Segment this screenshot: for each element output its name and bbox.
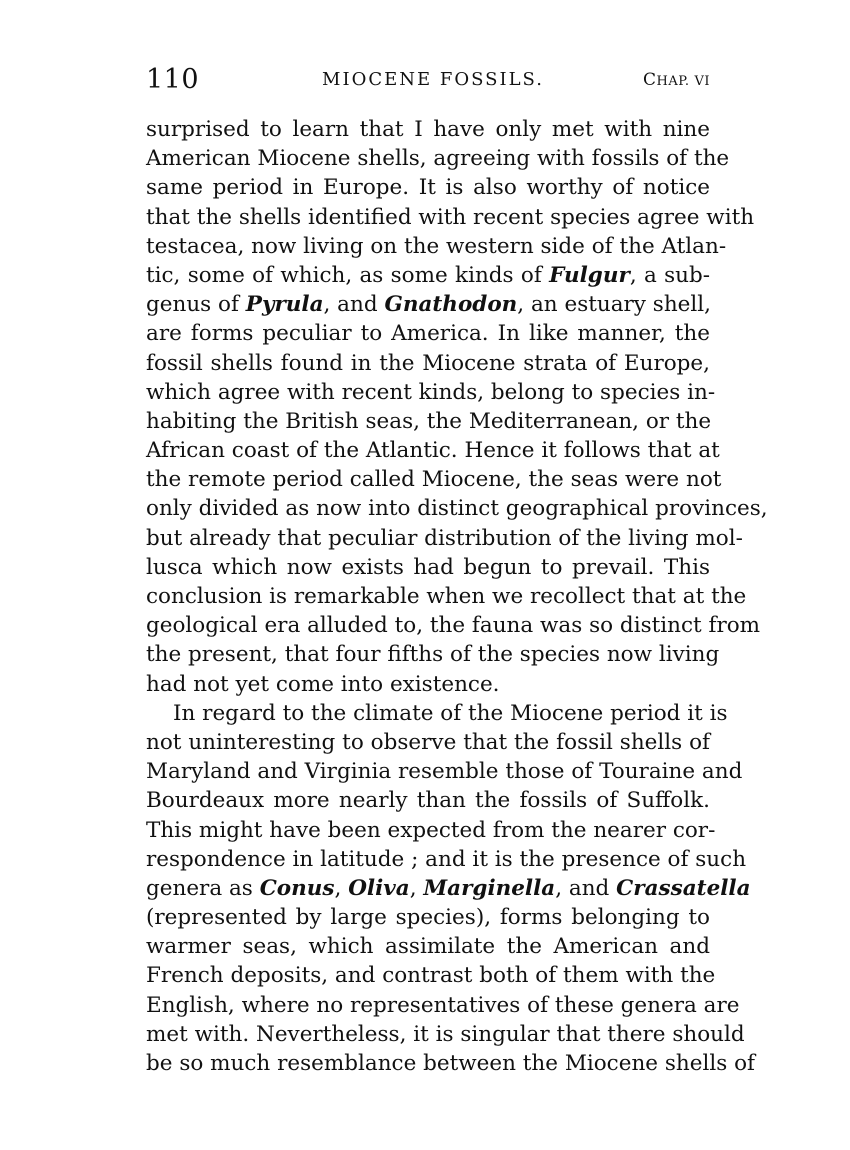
text-segment: which agree with recent kinds, belong to species in- [146,379,716,405]
italic-term: Marginella [423,875,556,901]
text-line [146,961,716,990]
text-segment: Bourdeaux more nearly than the fossils of Suffolk. [146,788,710,814]
text-line [146,407,710,436]
text-segment: genus of [146,292,246,318]
text-line [146,640,720,669]
text-segment: fossil shells found in the Miocene strata of Europe, [146,350,710,376]
text-line [146,1020,745,1049]
chapter-number: VI [694,74,710,89]
chapter-label [643,70,710,90]
text-segment: , [334,875,349,901]
text-line [146,553,710,582]
body-text [146,115,768,1078]
text-line [146,903,710,932]
text-segment: , [409,875,424,901]
text-line [146,1049,755,1078]
text-line [146,699,728,728]
text-line [146,465,722,494]
chapter-caps: HAP. [656,74,690,89]
text-line [146,816,716,845]
text-line [146,494,768,523]
text-segment: the remote period called Miocene, the seas were not [146,467,722,493]
italic-term: Fulgur [549,262,630,288]
text-segment: English, where no representatives of these genera are [146,992,740,1018]
text-segment: American Miocene shells, agreeing with fossils of the [146,146,730,172]
text-line [146,232,727,261]
text-segment: Maryland and Virginia resemble those of Touraine and [146,759,743,785]
text-line [146,203,755,232]
text-segment: met with. Nevertheless, it is singular that there should [146,1021,745,1047]
text-segment: French deposits, and contrast both of them with the [146,963,716,989]
text-segment: lusca which now exists had begun to prevail. This [146,554,710,580]
text-segment: the present, that four fifths of the species now living [146,642,720,668]
text-line [146,436,720,465]
text-line [146,845,747,874]
page-header [146,64,710,98]
text-line [146,991,740,1020]
text-line [146,728,710,757]
text-segment: that the shells identified with recent species agree with [146,204,755,230]
text-line [146,349,710,378]
text-line [146,524,743,553]
text-segment: , an estuary shell, [517,292,711,318]
text-line [146,582,747,611]
text-line [146,378,716,407]
text-segment: be so much resemblance between the Miocene shells of [146,1051,755,1076]
text-segment: In regard to the climate of the Miocene period it is [173,700,728,726]
text-segment: , and [323,292,385,318]
text-line [146,874,751,903]
text-segment: surprised to learn that I have only met with nine [146,117,710,142]
text-line [146,115,710,144]
text-segment: are forms peculiar to America. In like manner, the [146,321,710,347]
italic-term: Pyrula [245,292,324,318]
text-line [146,932,710,961]
running-title: MIOCENE FOSSILS. [322,69,544,90]
text-segment: (represented by large species), forms belonging to [146,905,710,931]
text-line [146,757,743,786]
text-line [146,290,710,319]
text-line [146,319,710,348]
text-segment: genera as [146,875,260,901]
text-segment: only divided as now into distinct geographical provinces, [146,496,768,522]
text-line [146,173,710,202]
text-segment: , a sub- [629,262,710,288]
text-segment: , and [555,875,617,901]
text-segment: geological era alluded to, the fauna was so distinct from [146,613,761,639]
text-segment: African coast of the Atlantic. Hence it follows that at [146,438,720,464]
text-segment: warmer seas, which assimilate the American and [146,934,710,960]
text-segment: respondence in latitude ; and it is the presence of such [146,846,747,872]
italic-term: Conus [259,875,335,901]
text-line [146,261,710,290]
italic-term: Oliva [348,875,410,901]
text-segment: This might have been expected from the nearer cor- [146,817,716,843]
text-line [146,611,761,640]
text-segment: tic, some of which, as some kinds of [146,262,550,288]
chapter-prefix: C [642,70,657,90]
italic-term: Crassatella [616,875,751,901]
page-number: 110 [146,64,200,95]
text-segment: not uninteresting to observe that the fossil shells of [146,729,710,755]
text-segment: conclusion is remarkable when we recollect that at the [146,584,747,609]
text-segment: same period in Europe. It is also worthy of notice [146,175,710,201]
text-line [146,144,730,173]
italic-term: Gnathodon [384,292,518,318]
text-segment: had not yet come into existence. [146,671,500,697]
text-segment: habiting the British seas, the Mediterranean, or the [146,408,712,434]
text-line [146,786,710,815]
text-segment: testacea, now living on the western side of the Atlan- [146,233,727,259]
text-segment: but already that peculiar distribution of the living mol- [146,525,743,551]
text-line [146,670,710,699]
